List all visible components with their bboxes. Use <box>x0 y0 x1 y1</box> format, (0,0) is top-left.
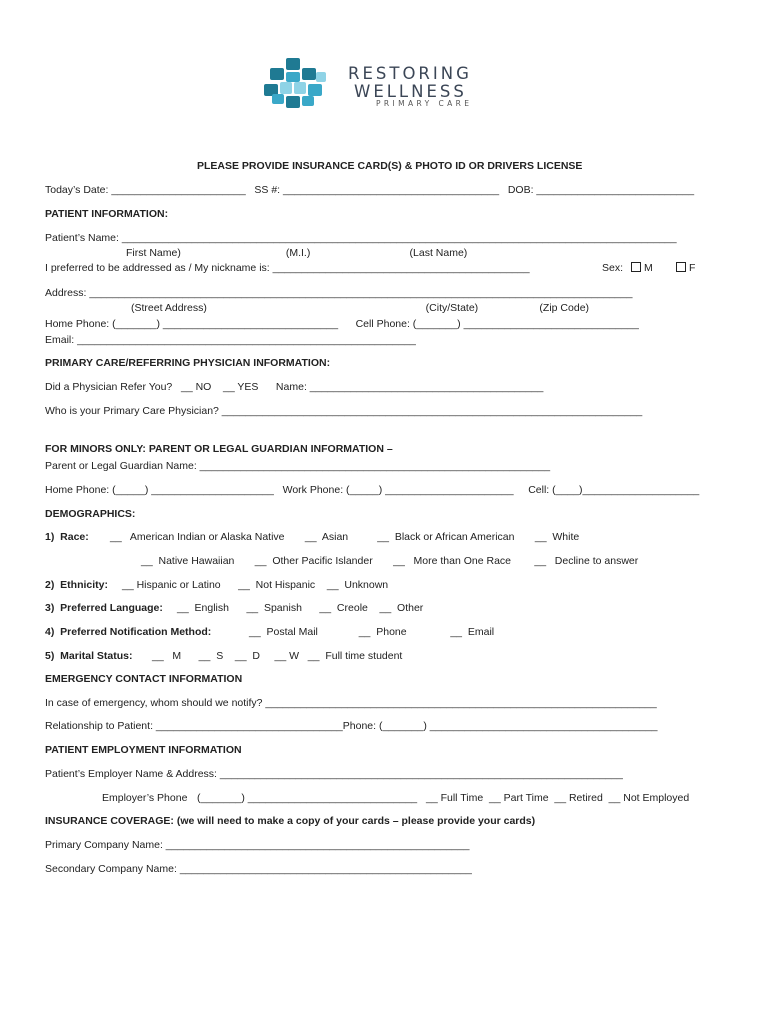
emergency-heading: EMERGENCY CONTACT INFORMATION <box>45 673 243 685</box>
checkbox-icon[interactable] <box>631 262 641 272</box>
demographics-heading: DEMOGRAPHICS: <box>45 508 136 520</box>
emergency-notify-line[interactable]: In case of emergency, whom should we notify? ___________________________________________________________________ <box>45 697 657 709</box>
primary-company-line[interactable]: Primary Company Name: ____________________________________________________ <box>45 839 470 851</box>
marital-options[interactable]: __ M __ S __ D __ W __ Full time student <box>152 650 403 662</box>
logo-mark <box>262 58 330 110</box>
language-options[interactable]: __ English __ Spanish __ Creole __ Other <box>177 602 424 614</box>
physician-heading: PRIMARY CARE/REFERRING PHYSICIAN INFORMATION: <box>45 357 331 369</box>
secondary-company-line[interactable]: Secondary Company Name: __________________________________________________ <box>45 863 472 875</box>
brand-name-line1: RESTORING <box>348 64 472 83</box>
patient-name-line[interactable]: Patient’s Name: _______________________________________________________________________________________________ <box>45 232 677 244</box>
employment-heading: PATIENT EMPLOYMENT INFORMATION <box>45 744 242 756</box>
name-captions: First Name) (M.I.) (Last Name) <box>126 247 468 259</box>
employer-phone-label: Employer’s Phone <box>102 792 188 804</box>
guardian-name-line[interactable]: Parent or Legal Guardian Name: ____________________________________________________________ <box>45 460 551 472</box>
phone-line[interactable]: Home Phone: (_______) ______________________________ Cell Phone: (_______) ______________________________ <box>45 318 639 330</box>
primary-physician-line[interactable]: Who is your Primary Care Physician? ________________________________________________________________________ <box>45 405 643 417</box>
marital-label: 5) Marital Status: <box>45 650 133 662</box>
todays-date-line[interactable]: Today’s Date: _______________________ SS #: _____________________________________ DOB: ___________________________ <box>45 184 695 196</box>
instruction-heading: PLEASE PROVIDE INSURANCE CARD(S) & PHOTO ID OR DRIVERS LICENSE <box>197 160 583 172</box>
sex-option-m[interactable]: M <box>631 262 653 275</box>
language-label: 3) Preferred Language: <box>45 602 163 614</box>
patient-info-heading: PATIENT INFORMATION: <box>45 208 169 220</box>
email-line[interactable]: Email: __________________________________________________________ <box>45 334 416 346</box>
nickname-line[interactable]: I preferred to be addressed as / My nickname is: ____________________________________________ <box>45 262 530 274</box>
sex-option-f[interactable]: F <box>676 262 695 275</box>
brand-tagline: PRIMARY CARE <box>376 99 473 108</box>
employer-name-line[interactable]: Patient’s Employer Name & Address: _____________________________________________________________________ <box>45 768 623 780</box>
physician-refer-line[interactable]: Did a Physician Refer You? __ NO __ YES Name: ________________________________________ <box>45 381 544 393</box>
guardian-phones-line[interactable]: Home Phone: (_____) _____________________ Work Phone: (_____) ______________________ Cell: (____)____________________ <box>45 484 700 496</box>
employment-status-options[interactable]: __ Full Time __ Part Time __ Retired __ Not Employed <box>426 792 690 804</box>
relationship-line[interactable]: Relationship to Patient: ________________________________Phone: (_______) _______________________________________ <box>45 720 658 732</box>
ethnicity-label: 2) Ethnicity: <box>45 579 109 591</box>
address-captions: (Street Address) (City/State) (Zip Code) <box>131 302 590 314</box>
sex-label: Sex: <box>602 262 624 274</box>
employer-phone-field[interactable]: (_______) _____________________________ <box>197 792 418 804</box>
ethnicity-options[interactable]: __ Hispanic or Latino __ Not Hispanic __ Unknown <box>122 579 389 591</box>
race-options-row1[interactable]: __ American Indian or Alaska Native __ Asian __ Black or African American __ White <box>110 531 580 543</box>
insurance-heading: INSURANCE COVERAGE: (we will need to make a copy of your cards – please provide your cards) <box>45 815 536 827</box>
race-label: 1) Race: <box>45 531 89 543</box>
notification-options[interactable]: __ Postal Mail __ Phone __ Email <box>249 626 495 638</box>
checkbox-icon[interactable] <box>676 262 686 272</box>
minors-heading: FOR MINORS ONLY: PARENT OR LEGAL GUARDIAN INFORMATION – <box>45 443 393 455</box>
notification-label: 4) Preferred Notification Method: <box>45 626 212 638</box>
address-line[interactable]: Address: _____________________________________________________________________________________________ <box>45 287 633 299</box>
brand-name-line2: WELLNESS <box>354 82 467 101</box>
race-options-row2[interactable]: __ Native Hawaiian __ Other Pacific Islander __ More than One Race __ Decline to answer <box>141 555 639 567</box>
